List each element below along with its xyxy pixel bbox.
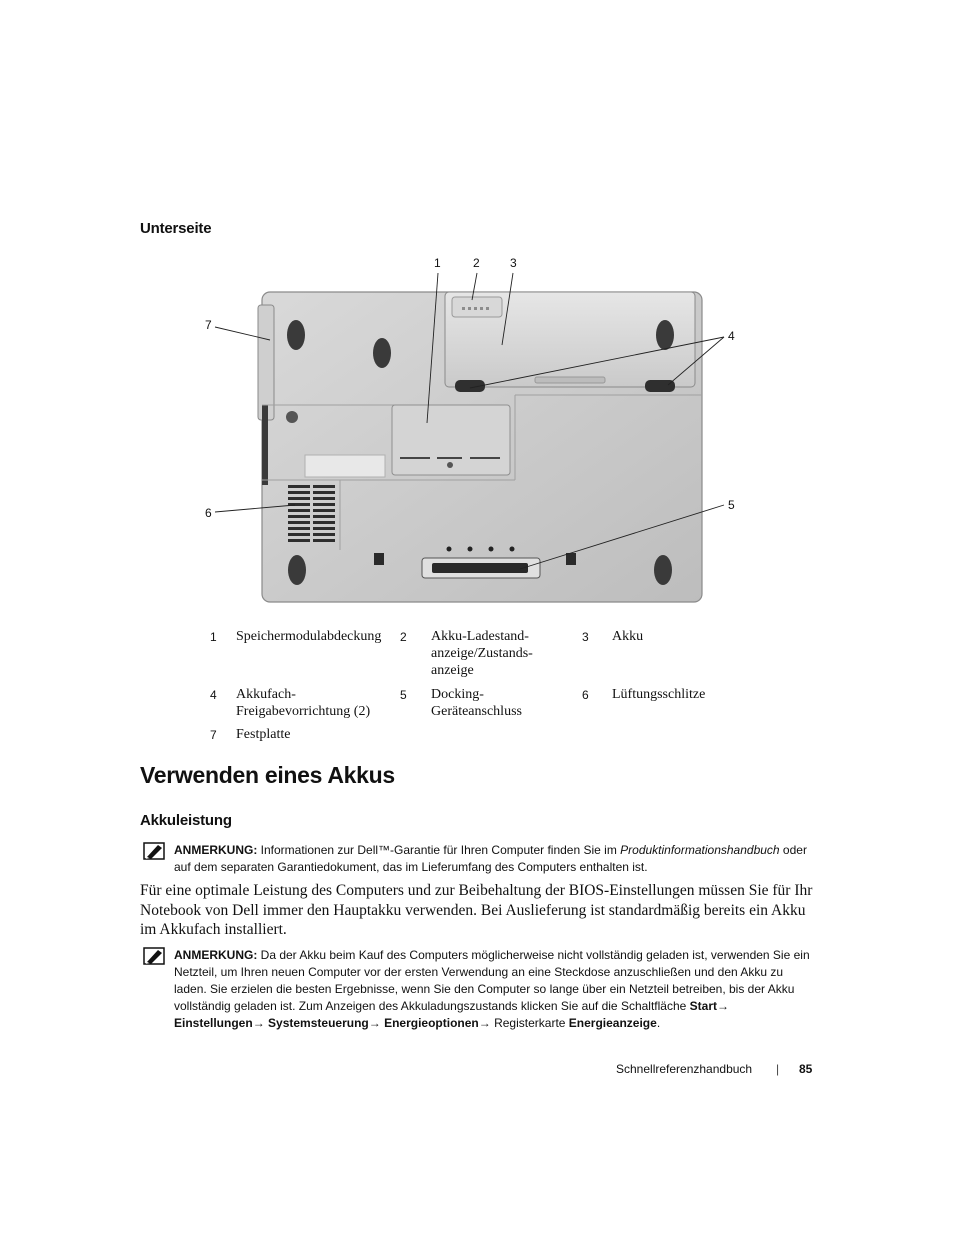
note-battery-charge xyxy=(174,947,819,1032)
note-text: . xyxy=(656,1016,661,1030)
legend-num: 6 xyxy=(582,688,589,702)
legend-text: Akkufach- Freigabevorrichtung (2) xyxy=(236,687,371,719)
note-text: oder auf dem separaten Garantiedokument, das im Lieferumfang des Computers enthalten ist. xyxy=(174,843,807,874)
note-warranty xyxy=(174,842,819,876)
note-label: ANMERKUNG: xyxy=(174,843,258,857)
note-text: Da der Akku beim Kauf des Computers möglicherweise nicht vollständig geladen ist, verwenden Sie ein Netzteil, um Ihren neuen Computer vor der ersten Verwendung an eine Steckdose anzuschließen und den Akku zu laden. Sie erzielen die besten Ergebnisse, wenn Sie den Computer so lange über ein Netzteil betreiben, bis der Akku vollständig geladen ist. Zum Anzeigen des Akkuladungszustands klicken Sie auf die Schaltfläche xyxy=(174,948,810,1013)
menu-path-start: Start xyxy=(689,999,717,1013)
legend-text: Akku-Ladestand- anzeige/Zustands- anzeige xyxy=(431,629,533,678)
menu-path-systemsteuerung: Systemsteuerung xyxy=(268,1016,369,1030)
legend-text: Speichermodulabdeckung xyxy=(236,629,382,644)
legend-num: 3 xyxy=(582,630,589,644)
callout-7: 7 xyxy=(205,318,212,332)
arrow-icon: → xyxy=(717,999,729,1013)
laptop-underside-illustration xyxy=(200,255,745,610)
legend-text: Festplatte xyxy=(236,727,291,742)
note-italic-title: Produktinformationshandbuch xyxy=(620,843,780,857)
legend-text: Docking- Geräteanschluss xyxy=(431,687,522,719)
note-label: ANMERKUNG: xyxy=(174,948,258,962)
callout-5: 5 xyxy=(728,498,735,512)
callout-4: 4 xyxy=(728,329,735,343)
footer-separator: | xyxy=(776,1062,780,1076)
menu-path-energieoptionen: Energieoptionen xyxy=(384,1016,479,1030)
arrow-icon: → xyxy=(252,1016,265,1030)
section-heading-akkuleistung: Akkuleistung xyxy=(140,812,232,829)
arrow-icon: → xyxy=(368,1016,381,1030)
callout-2: 2 xyxy=(473,256,480,270)
legend-text: Lüftungsschlitze xyxy=(612,687,706,702)
legend-num: 1 xyxy=(210,630,217,644)
body-paragraph: Für eine optimale Leistung des Computers und zur Beibehaltung der BIOS-Einstellungen müssen Sie für Ihr Notebook von Dell immer den Hauptakku verwenden. Bei Auslieferung ist standardmäßig bereits ein Akku im Akkufach installiert. xyxy=(140,882,813,938)
callout-1: 1 xyxy=(434,256,441,270)
page-number: 85 xyxy=(799,1062,813,1076)
callout-6: 6 xyxy=(205,506,212,520)
note-pencil-icon xyxy=(143,842,165,860)
section-heading-verwenden-eines-akkus: Verwenden eines Akkus xyxy=(140,762,395,788)
menu-path-einstellungen: Einstellungen xyxy=(174,1016,253,1030)
footer-title: Schnellreferenzhandbuch xyxy=(616,1062,753,1076)
legend-num: 4 xyxy=(210,688,217,702)
section-heading-unterseite: Unterseite xyxy=(140,220,212,237)
callout-3: 3 xyxy=(510,256,517,270)
note-pencil-icon xyxy=(143,947,165,965)
menu-path-energieanzeige: Energieanzeige xyxy=(568,1016,657,1030)
legend-text: Akku xyxy=(612,629,644,644)
legend-num: 7 xyxy=(210,728,217,742)
arrow-icon: → xyxy=(478,1016,491,1030)
note-text: Informationen zur Dell™-Garantie für Ihren Computer finden Sie im xyxy=(257,843,621,857)
note-text: Registerkarte xyxy=(490,1016,569,1030)
legend-num: 5 xyxy=(400,688,407,702)
legend-num: 2 xyxy=(400,630,407,644)
